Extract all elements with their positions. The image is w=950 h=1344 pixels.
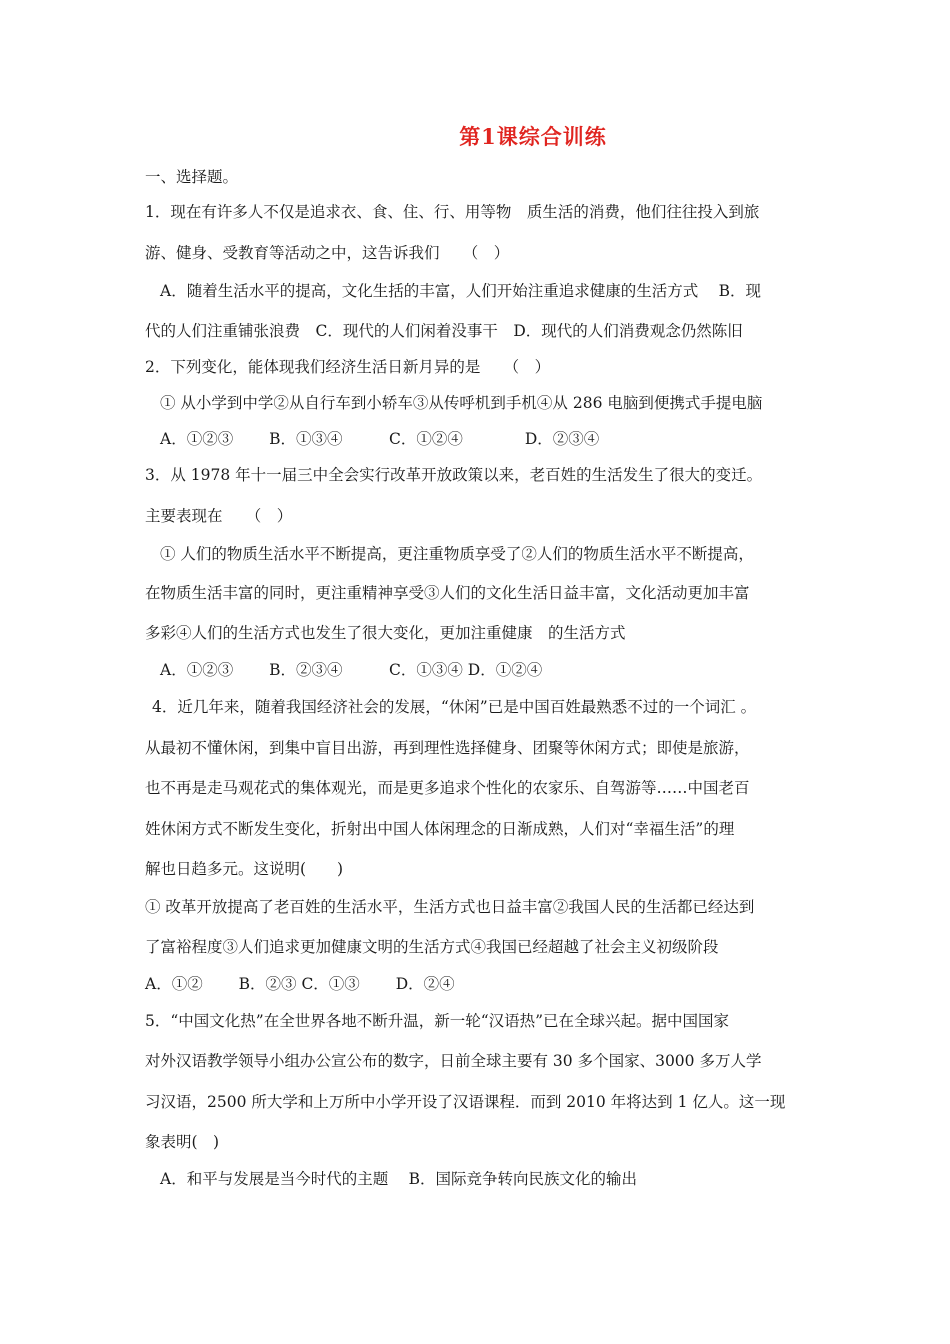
- q4-items-line-1: ① 改革开放提高了老百姓的生活水平，生活方式也日益丰富②我国人民的生活都已经达到: [145, 898, 755, 916]
- page-title: 第1课综合训练: [459, 124, 607, 149]
- q3-items-line-3: 多彩④人们的生活方式也发生了很大变化，更加注重健康 的生活方式: [145, 624, 626, 642]
- q5-line-3: 习汉语，2500 所大学和上万所中小学开设了汉语课程．而到 2010 年将达到 1 亿人。这一现: [145, 1093, 786, 1111]
- q2-options: A．①②③ B．①③④ C．①②④ D．②③④: [160, 430, 600, 448]
- q5-line-2: 对外汉语教学领导小组办公宣公布的数字，日前全球主要有 30 多个国家、3000 多万人学: [145, 1052, 762, 1070]
- q5-options: A．和平与发展是当今时代的主题 B．国际竞争转向民族文化的输出: [160, 1170, 638, 1188]
- q4-line-4: 姓休闲方式不断发生变化，折射出中国人体闲理念的日渐成熟，人们对“幸福生活”的理: [145, 820, 735, 838]
- q5-line-4: 象表明( ): [145, 1133, 220, 1151]
- q4-line-3: 也不再是走马观花式的集体观光，而是更多追求个性化的农家乐、自驾游等……中国老百: [145, 779, 750, 797]
- q4-items-line-2: 了富裕程度③人们追求更加健康文明的生活方式④我国已经超越了社会主义初级阶段: [145, 938, 719, 956]
- q5-line-1: 5．“中国文化热”在全世界各地不断升温，新一轮“汉语热”已在全球兴起。据中国国家: [145, 1012, 730, 1030]
- q2-line-1: 2．下列变化，能体现我们经济生活日新月异的是 （ ）: [145, 358, 551, 376]
- q3-items-line-2: 在物质生活丰富的同时，更注重精神享受③人们的文化生活日益丰富，文化活动更加丰富: [145, 584, 750, 602]
- q3-line-2: 主要表现在 （ ）: [145, 507, 293, 525]
- q3-options: A．①②③ B．②③④ C．①③④ D．①②④: [160, 661, 543, 679]
- q4-line-2: 从最初不懂休闲，到集中盲目出游，再到理性选择健身、团聚等休闲方式；即使是旅游，: [145, 739, 750, 757]
- section-heading: 一、选择题。: [145, 168, 239, 186]
- q1-options-line-1: A．随着生活水平的提高，文化生括的丰富，人们开始注重追求健康的生活方式 B．现: [160, 282, 762, 300]
- q1-options-line-2: 代的人们注重铺张浪费 C．现代的人们闲着没事干 D．现代的人们消费观念仍然陈旧: [145, 322, 743, 340]
- q1-line-2: 游、健身、受教育等活动之中，这告诉我们 （ ）: [145, 244, 510, 262]
- q4-line-1: 4．近几年来，随着我国经济社会的发展，“休闲”已是中国百姓最熟悉不过的一个词汇 。: [152, 698, 757, 716]
- q1-line-1: 1．现在有许多人不仅是追求衣、食、住、行、用等物 质生活的消费，他们往往投入到旅: [145, 203, 760, 221]
- q3-line-1: 3．从 1978 年十一届三中全会实行改革开放政策以来，老百姓的生活发生了很大的变迁。: [145, 466, 763, 484]
- q2-items: ① 从小学到中学②从自行车到小轿车③从传呼机到手机④从 286 电脑到便携式手提电脑: [160, 394, 763, 412]
- q3-items-line-1: ① 人们的物质生活水平不断提高，更注重物质享受了②人们的物质生活水平不断提高，: [160, 545, 754, 563]
- q4-line-5: 解也日趋多元。这说明( ): [145, 860, 344, 878]
- q4-options: A．①② B．②③ C．①③ D．②④: [145, 975, 455, 993]
